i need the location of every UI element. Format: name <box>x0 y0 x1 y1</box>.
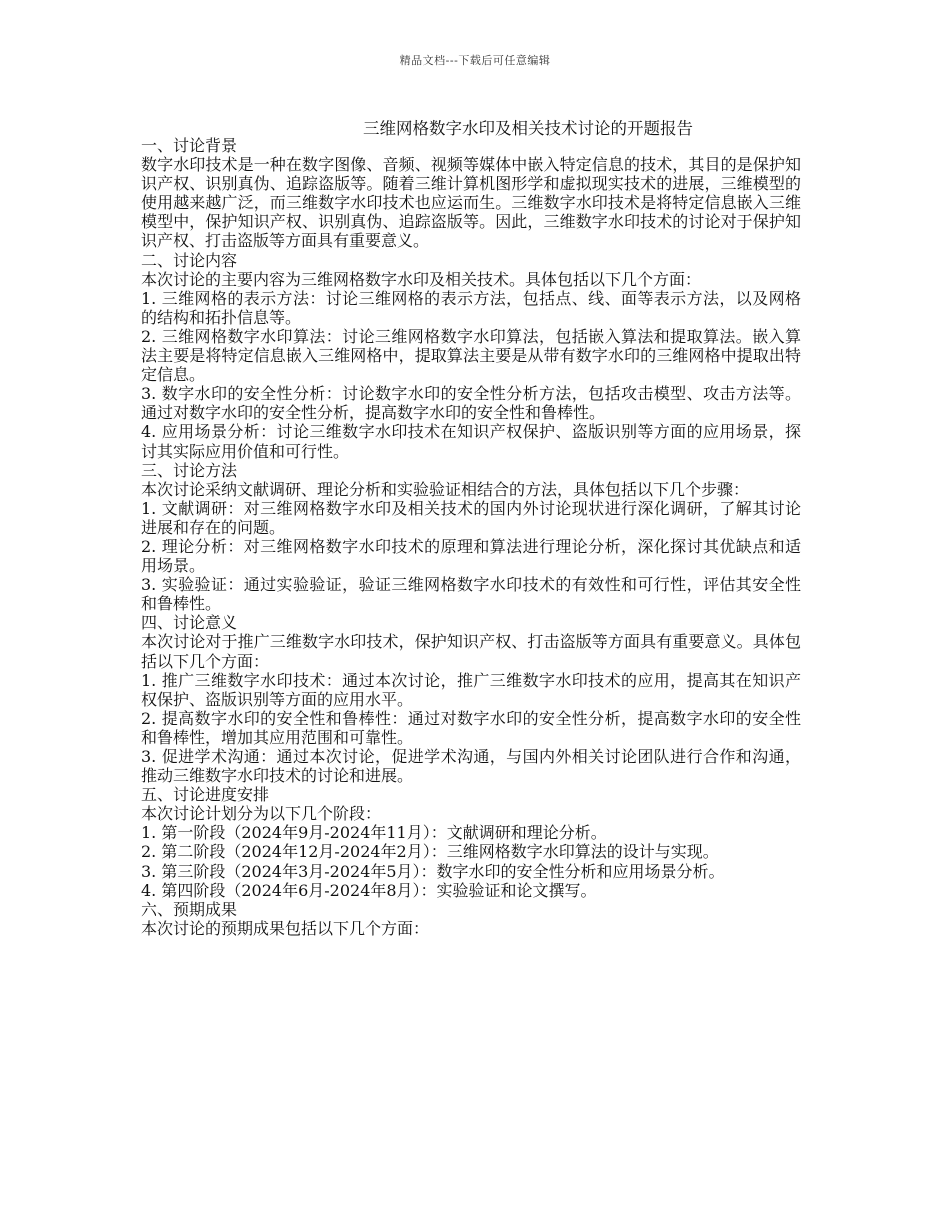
list-item-method-2: 2. 理论分析：对三维网格数字水印技术的原理和算法进行理论分析，深化探讨其优缺点和适用场景。 <box>141 536 801 576</box>
list-item-schedule-3: 3. 第三阶段（2024年3月-2024年5月）：数字水印的安全性分析和应用场景分析。 <box>141 861 725 881</box>
paragraph-schedule-intro: 本次讨论计划分为以下几个阶段： <box>141 804 382 824</box>
list-item-content-1: 1. 三维网格的表示方法：讨论三维网格的表示方法，包括点、线、面等表示方法，以及网格的结构和拓扑信息等。 <box>141 288 801 327</box>
section-heading-background: 一、讨论背景 <box>141 136 238 155</box>
list-item-schedule-2: 2. 第二阶段（2024年12月-2024年2月）：三维网格数字水印算法的设计与实现。 <box>141 842 719 862</box>
list-item-schedule-1: 1. 第一阶段（2024年9月-2024年11月）：文献调研和理论分析。 <box>141 823 607 843</box>
list-item-method-3: 3. 实验验证：通过实验验证，验证三维网格数字水印技术的有效性和可行性，评估其安全性和鲁棒性。 <box>141 575 801 614</box>
document-title: 三维网格数字水印及相关技术讨论的开题报告 <box>363 119 693 138</box>
section-heading-schedule: 五、讨论进度安排 <box>141 785 270 805</box>
page-header: 精品文档---下载后可任意编辑 <box>399 54 551 67</box>
paragraph-method-intro: 本次讨论采纳文献调研、理论分析和实验验证相结合的方法，具体包括以下几个步骤： <box>141 479 750 499</box>
list-item-method-1: 1. 文献调研：对三维网格数字水印及相关技术的国内外讨论现状进行深化调研，了解其讨论进展和存在的问题。 <box>141 498 801 537</box>
list-item-significance-2: 2. 提高数字水印的安全性和鲁棒性：通过对数字水印的安全性分析，提高数字水印的安全性和鲁棒性，增加其应用范围和可靠性。 <box>141 708 801 747</box>
section-heading-content: 二、讨论内容 <box>141 250 238 270</box>
list-item-content-2: 2. 三维网格数字水印算法：讨论三维网格数字水印算法，包括嵌入算法和提取算法。嵌入算法主要是将特定信息嵌入三维网格中，提取算法主要是从带有数字水印的三维网格中提取出特定信息。 <box>141 326 801 385</box>
list-item-content-4: 4. 应用场景分析：讨论三维数字水印技术在知识产权保护、盗版识别等方面的应用场景，探讨其实际应用价值和可行性。 <box>141 422 801 461</box>
paragraph-content-intro: 本次讨论的主要内容为三维网格数字水印及相关技术。具体包括以下几个方面： <box>141 269 702 289</box>
list-item-content-3: 3. 数字水印的安全性分析：讨论数字水印的安全性分析方法，包括攻击模型、攻击方法等。通过对数字水印的安全性分析，提高数字水印的安全性和鲁棒性。 <box>141 384 801 423</box>
paragraph-significance-intro: 本次讨论对于推广三维数字水印技术，保护知识产权、打击盗版等方面具有重要意义。具体包括以下几个方面： <box>141 632 801 671</box>
document-body <box>141 136 801 938</box>
paragraph-outcomes-intro: 本次讨论的预期成果包括以下几个方面： <box>141 918 430 938</box>
section-heading-significance: 四、讨论意义 <box>141 613 238 633</box>
list-item-significance-3: 3. 促进学术沟通：通过本次讨论，促进学术沟通，与国内外相关讨论团队进行合作和沟通，推动三维数字水印技术的讨论和进展。 <box>141 747 801 786</box>
section-heading-outcomes: 六、预期成果 <box>141 899 238 919</box>
list-item-significance-1: 1. 推广三维数字水印技术：通过本次讨论，推广三维数字水印技术的应用，提高其在知识产权保护、盗版识别等方面的应用水平。 <box>141 670 801 709</box>
section-heading-method: 三、讨论方法 <box>141 460 238 480</box>
list-item-schedule-4: 4. 第四阶段（2024年6月-2024年8月）：实验验证和论文撰写。 <box>141 880 597 900</box>
paragraph-background: 数字水印技术是一种在数字图像、音频、视频等媒体中嵌入特定信息的技术，其目的是保护知识产权、识别真伪、追踪盗版等。随着三维计算机图形学和虚拟现实技术的进展，三维模型的使用越来越广泛，而三维数字水印技术也应运而生。三维数字水印技术是将特定信息嵌入三维模型中，保护知识产权、识别真伪、追踪盗版等。因此，三维数字水印技术的讨论对于保护知识产权、打击盗版等方面具有重要意义。 <box>141 155 801 251</box>
